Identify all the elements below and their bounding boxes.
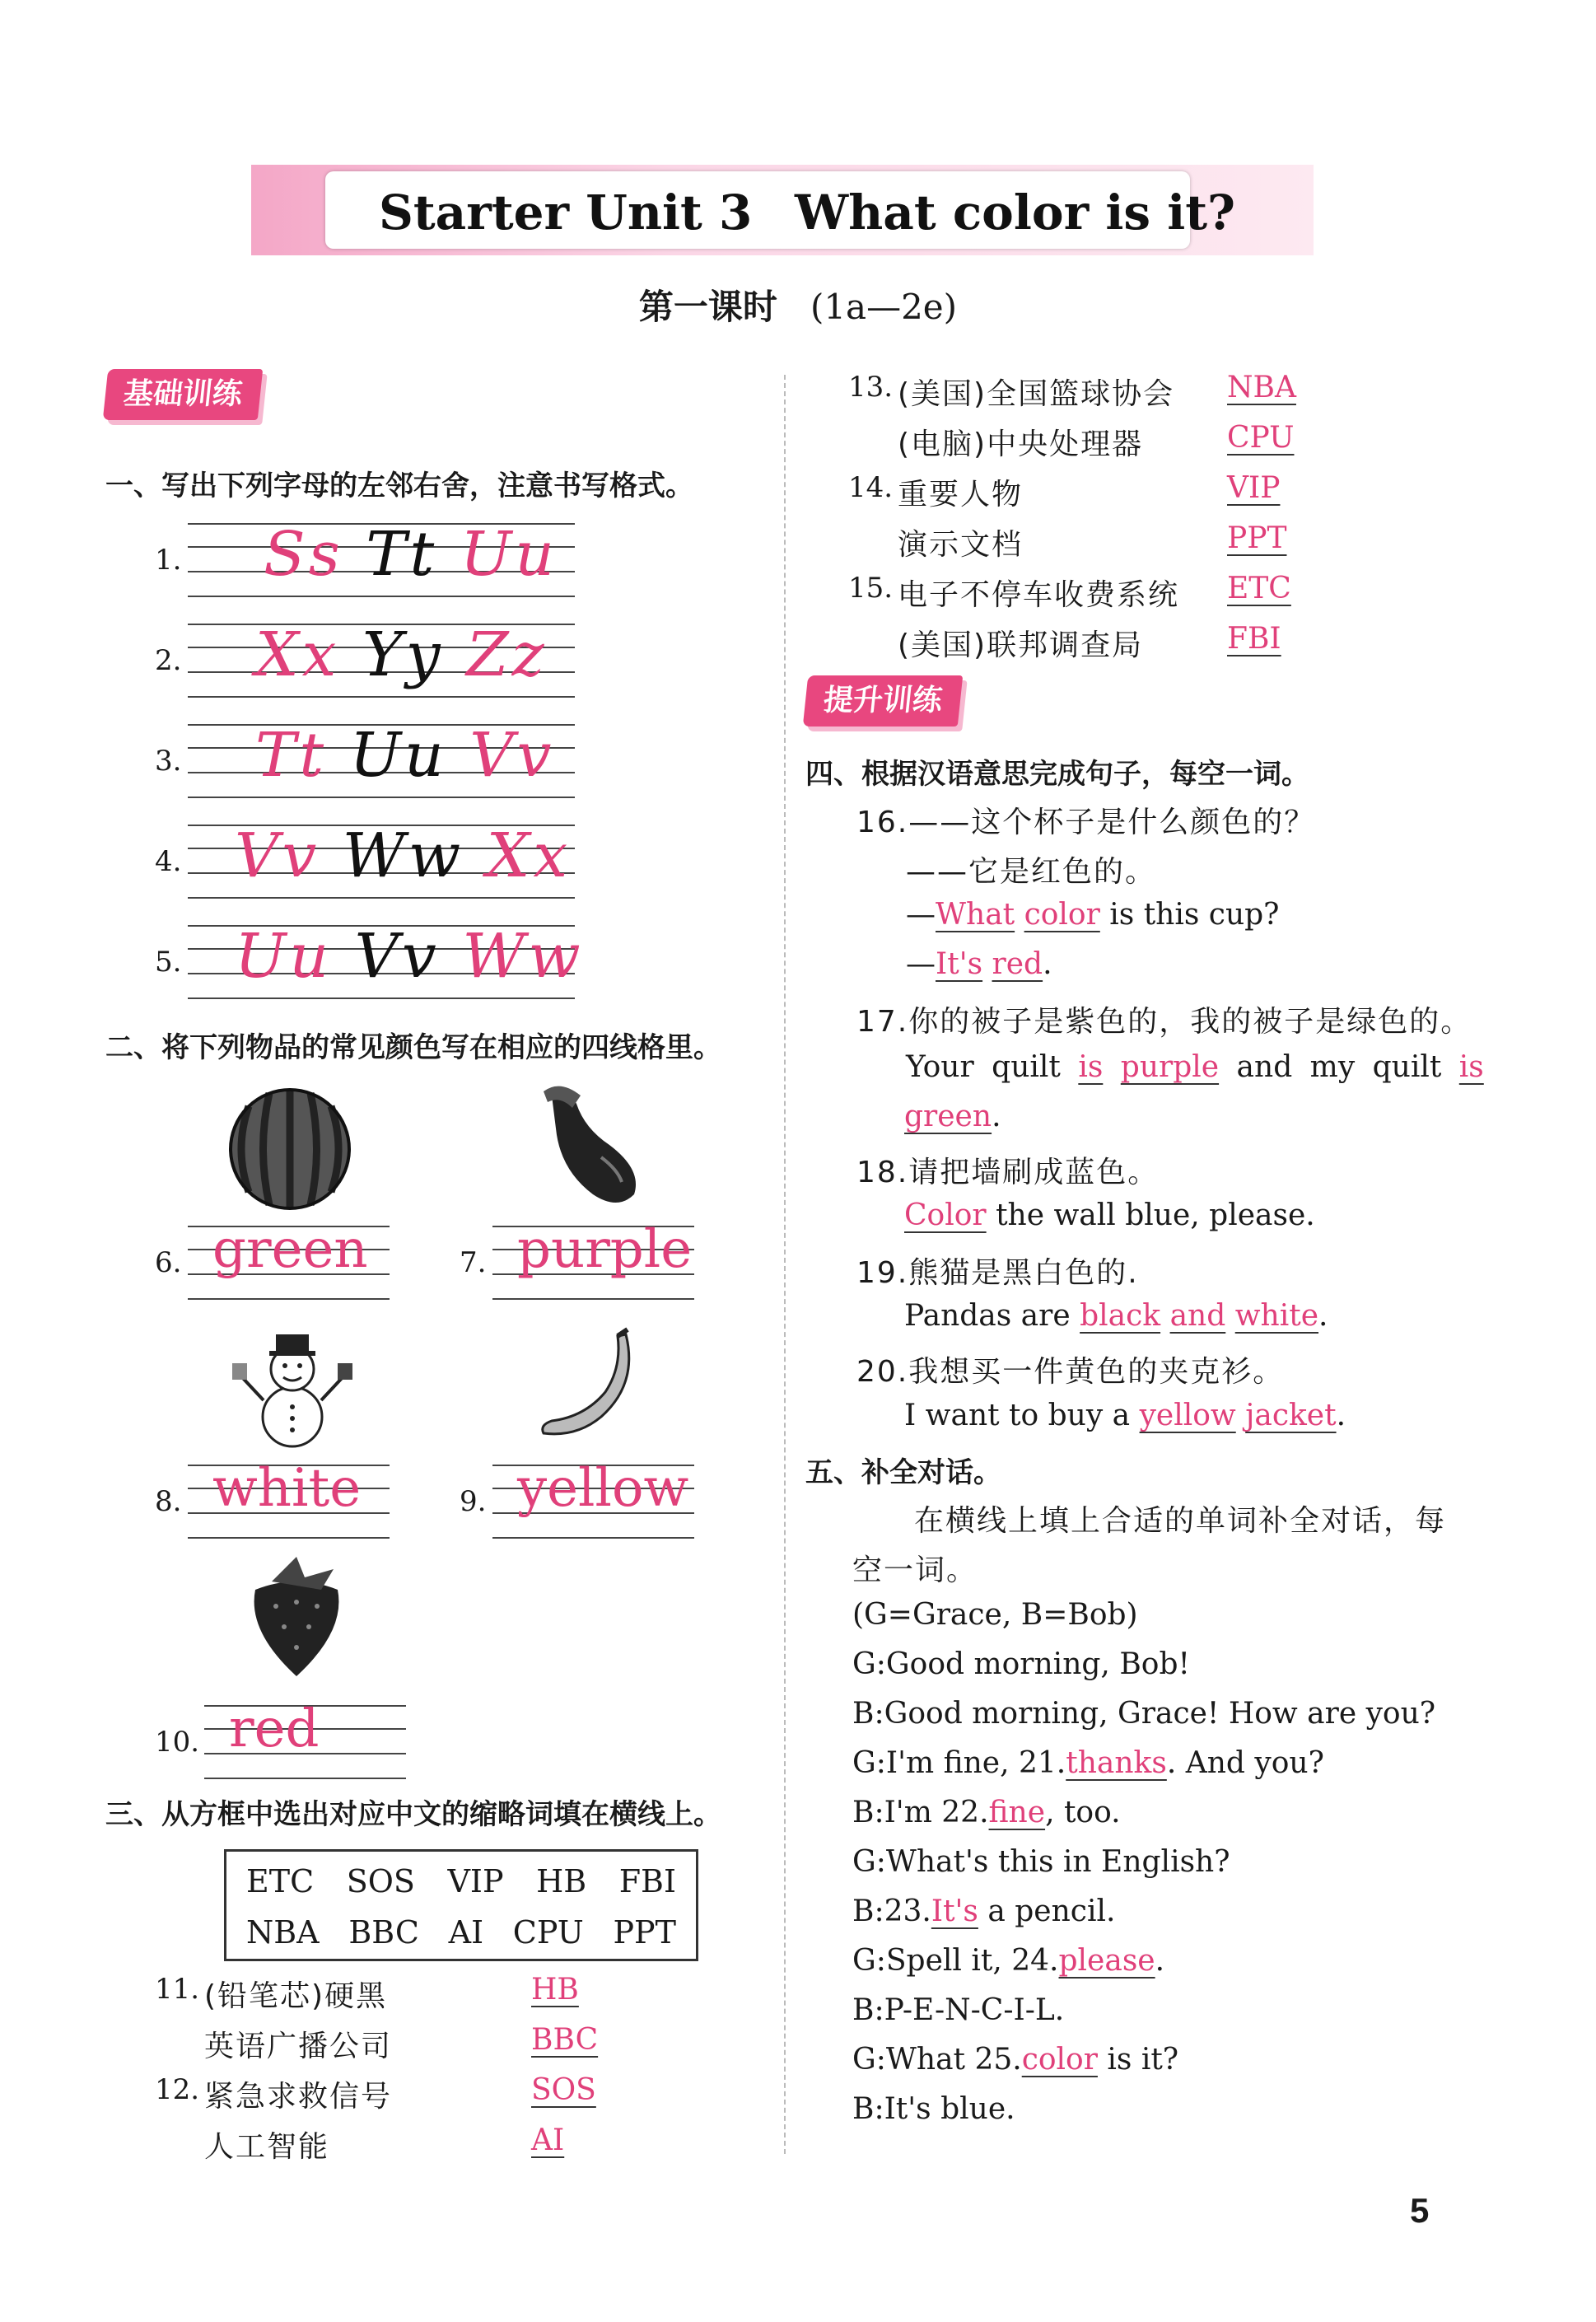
abbr-chinese: 重要人物: [898, 478, 1024, 512]
sentence-text: and my quilt: [1236, 1050, 1442, 1084]
dialog-line: [852, 1746, 1324, 1780]
abbr-answer: [1227, 622, 1281, 656]
answer-letters: Tt: [255, 720, 328, 791]
sentence-text: the wall blue, please.: [996, 1198, 1315, 1232]
abbr-option: ETC: [246, 1863, 315, 1899]
dialog-line: B:P-E-N-C-I-L.: [852, 1993, 1065, 2027]
dialog-text: . And you?: [1166, 1746, 1324, 1780]
answer: AI: [531, 2123, 565, 2157]
answer-letters: Xx: [255, 619, 340, 690]
q-chinese: 你的被子是紫色的，我的被子是绿色的。: [908, 1005, 1472, 1039]
grid-line: [492, 1298, 694, 1300]
abbr-chinese: (美国)联邦调查局: [898, 628, 1144, 662]
section-1-title: 一、写出下列字母的左邻右舍，注意书写格式。: [105, 470, 693, 502]
answer: HB: [531, 1973, 579, 2007]
abbr-option: CPU: [512, 1914, 584, 1951]
answer: NBA: [1227, 371, 1296, 404]
answer: fine: [988, 1796, 1046, 1829]
q-number: 2.: [155, 644, 182, 677]
q19-english: Pandas are black and white.: [904, 1299, 1328, 1333]
abbr-answer: [531, 2073, 596, 2107]
question-19: [856, 1250, 1139, 1292]
letter-line: [255, 720, 554, 791]
dialog-roles: (G=Grace, B=Bob): [852, 1598, 1138, 1632]
dialog-intro-1: 在横线上填上合适的单词补全对话，每: [914, 1504, 1447, 1538]
q-number: 14.: [848, 471, 894, 504]
abbr-answer: [531, 1973, 579, 2007]
abbr-answer: [1227, 521, 1286, 555]
dialog-line: B:Good morning, Grace! How are you?: [852, 1697, 1436, 1731]
answer: VIP: [1227, 471, 1281, 505]
grid-line: [188, 1298, 390, 1300]
q-number: 4.: [155, 845, 182, 878]
q-number: 11.: [155, 1973, 200, 2006]
q20-english: I want to buy a yellow jacket.: [904, 1399, 1346, 1432]
answer-letters: Vv: [469, 720, 555, 791]
answer: It's: [936, 947, 983, 981]
grid-line: [188, 797, 575, 798]
section-2-title: 二、将下列物品的常见颜色写在相应的四线格里。: [105, 1031, 721, 1064]
q-number: 15.: [848, 572, 894, 605]
dialog-text: B:I'm 22.: [852, 1796, 989, 1829]
q-number: 12.: [155, 2073, 200, 2106]
abbr-option: SOS: [346, 1863, 415, 1899]
q-chinese: ——这个杯子是什么颜色的？: [908, 806, 1316, 839]
q-chinese: 熊猫是黑白色的.: [908, 1256, 1139, 1290]
q-chinese: 请把墙刷成蓝色。: [908, 1156, 1160, 1189]
answer: red: [992, 947, 1043, 981]
abbr-option: VIP: [447, 1863, 504, 1899]
abbr-chinese: 人工智能: [204, 2130, 330, 2164]
abbr-chinese: 电子不停车收费系统: [898, 578, 1180, 612]
answer: color: [1024, 898, 1100, 932]
dialog-line: G:Good morning, Bob!: [852, 1647, 1190, 1681]
q-chinese: 我想买一件黄色的夹克衫。: [908, 1355, 1285, 1389]
abbr-option: FBI: [618, 1863, 676, 1899]
column-divider: [784, 375, 786, 2154]
answer-letters: Vv: [235, 820, 320, 891]
color-answer: red: [229, 1698, 320, 1759]
answer: Color: [904, 1198, 987, 1232]
abbr-chinese: 演示文档: [898, 528, 1024, 562]
dialog-line: [852, 1944, 1164, 1978]
answer: thanks: [1066, 1746, 1167, 1780]
abbr-answer: [1227, 421, 1294, 455]
tag-basic: 基础训练: [103, 369, 264, 420]
letter-line: [264, 519, 558, 590]
color-answer: white: [212, 1458, 362, 1519]
tag-advanced: 提升训练: [803, 675, 964, 727]
answer-letters: Zz: [466, 619, 548, 690]
q16-english-2: —It's red.: [906, 947, 1052, 981]
grid-line: [188, 696, 575, 698]
answer: purple: [1120, 1050, 1220, 1084]
dialog-text: a pencil.: [987, 1895, 1116, 1928]
answer: black: [1080, 1299, 1161, 1333]
color-answer: purple: [517, 1219, 693, 1280]
abbr-chinese: 紧急求救信号: [204, 2080, 393, 2114]
q16-chinese-2: ——它是红色的。: [906, 855, 1157, 889]
answer: is: [1078, 1050, 1104, 1084]
question-18: [856, 1149, 1159, 1191]
strawberry-icon: [239, 1557, 354, 1680]
dialog-line: G:What's this in English?: [852, 1845, 1230, 1879]
q-number: 20.: [856, 1355, 909, 1389]
answer-letters: Uu: [235, 921, 333, 992]
answer: yellow: [1139, 1399, 1236, 1432]
answer: jacket: [1245, 1399, 1337, 1432]
answer: green: [904, 1100, 992, 1133]
q18-english: [904, 1198, 1315, 1232]
lesson-range: (1a—2e): [810, 287, 958, 327]
abbreviation-box: [224, 1849, 698, 1961]
dialog-text: G:What 25.: [852, 2043, 1022, 2077]
dialog-text: , too.: [1045, 1796, 1121, 1829]
abbr-answer: [531, 2123, 564, 2157]
dialog-intro-2: 空一词。: [852, 1553, 978, 1587]
color-answer: green: [212, 1219, 368, 1280]
dialog-line: [852, 1796, 1121, 1829]
given-letters: Yy: [362, 619, 444, 690]
q-number: 19.: [856, 1256, 909, 1290]
section-4-title: 四、根据汉语意思完成句子，每空一词。: [805, 758, 1309, 791]
dialog-line: [852, 1895, 1115, 1928]
banner-box: [325, 171, 1236, 249]
letter-line: [255, 619, 548, 690]
answer: color: [1021, 2043, 1098, 2077]
abbr-answer: [1227, 471, 1280, 505]
section-3-title: 三、从方框中选出对应中文的缩略词填在横线上。: [105, 1798, 721, 1831]
abbr-chinese: (铅笔芯)硬黑: [204, 1979, 388, 2013]
question-20: [856, 1348, 1284, 1390]
abbr-row-2: [246, 1914, 676, 1951]
answer: and: [1169, 1299, 1226, 1333]
given-letters: Uu: [349, 720, 447, 791]
q-number: 3.: [155, 745, 182, 778]
sentence-text: is this cup?: [1109, 898, 1280, 932]
letter-line: [235, 820, 571, 891]
grid-line: [188, 596, 575, 597]
answer-letters: Ss: [264, 519, 343, 590]
grid-line: [492, 1537, 694, 1539]
abbr-option: PPT: [613, 1914, 676, 1951]
title-banner: [251, 165, 1314, 255]
grid-line: [204, 1778, 406, 1779]
snowman-icon: [231, 1318, 354, 1450]
abbr-chinese: (电脑)中央处理器: [898, 427, 1144, 461]
dialog-line: B:It's blue.: [852, 2092, 1015, 2126]
answer-letters: Ww: [462, 921, 584, 992]
sentence-text: I want to buy a: [904, 1399, 1131, 1432]
question-17: [856, 998, 1472, 1040]
q-number: 7.: [460, 1246, 487, 1279]
lesson-heading: [0, 280, 1596, 329]
answer: What: [936, 898, 1015, 932]
abbr-answer: [1227, 371, 1296, 404]
sentence-text: Your quilt: [906, 1050, 1061, 1084]
color-answer: yellow: [517, 1458, 689, 1519]
abbr-option: BBC: [348, 1914, 419, 1951]
answer: SOS: [531, 2073, 596, 2107]
abbr-chinese: (美国)全国篮球协会: [898, 377, 1175, 411]
grid-line: [188, 1537, 390, 1539]
eggplant-icon: [535, 1079, 651, 1211]
grid-line: [188, 897, 575, 899]
q17-english-cont: green.: [904, 1100, 1001, 1133]
answer-letters: Xx: [486, 820, 572, 891]
question-16: [856, 799, 1315, 841]
answer: PPT: [1227, 521, 1287, 555]
q-number: 1.: [155, 544, 182, 577]
page-number: 5: [1410, 2191, 1430, 2230]
dialog-text: G:I'm fine, 21.: [852, 1746, 1066, 1780]
answer: FBI: [1227, 622, 1281, 656]
answer: is: [1458, 1050, 1484, 1084]
dialog-text: is it?: [1107, 2043, 1179, 2077]
dialog-line: [852, 2043, 1178, 2077]
q16-english-1: —What color is this cup?: [906, 898, 1280, 932]
q-number: 6.: [155, 1246, 182, 1279]
answer-letters: Uu: [460, 519, 558, 590]
answer: white: [1234, 1299, 1319, 1333]
abbr-answer: [531, 2023, 598, 2057]
grid-line: [188, 997, 575, 999]
abbr-row-1: [246, 1863, 676, 1899]
given-letters: Vv: [354, 921, 440, 992]
q-number: 8.: [155, 1485, 182, 1518]
unit-question: What color is it?: [795, 185, 1236, 241]
q-number: 5.: [155, 946, 182, 979]
given-letters: Tt: [366, 519, 438, 590]
q-number: 17.: [856, 1005, 909, 1039]
lesson-label: 第一课时: [638, 287, 777, 327]
abbr-chinese: 英语广播公司: [204, 2030, 393, 2063]
section-5-title: 五、补全对话。: [805, 1456, 1001, 1489]
abbr-option: NBA: [246, 1914, 320, 1951]
answer: ETC: [1227, 572, 1291, 605]
abbr-option: AI: [448, 1914, 484, 1951]
answer: It's: [931, 1895, 978, 1928]
answer: BBC: [531, 2023, 599, 2057]
abbr-answer: [1227, 572, 1291, 605]
q-number: 13.: [848, 371, 894, 404]
answer: please: [1058, 1944, 1155, 1978]
banana-icon: [535, 1326, 642, 1441]
q-number: 18.: [856, 1156, 909, 1189]
sentence-text: Pandas are: [904, 1299, 1071, 1333]
answer: CPU: [1227, 421, 1295, 455]
given-letters: Ww: [342, 820, 464, 891]
dialog-text: B:23.: [852, 1895, 931, 1928]
dialog-text: .: [1155, 1944, 1165, 1978]
watermelon-icon: [224, 1083, 356, 1215]
q-number: 10.: [155, 1726, 200, 1759]
q-number: 9.: [460, 1485, 487, 1518]
letter-line: [235, 921, 584, 992]
unit-title: Starter Unit 3: [379, 185, 753, 241]
q17-english: [906, 1050, 1484, 1084]
dialog-text: G:Spell it, 24.: [852, 1944, 1059, 1978]
abbr-option: HB: [536, 1863, 587, 1899]
q-number: 16.: [856, 806, 909, 839]
